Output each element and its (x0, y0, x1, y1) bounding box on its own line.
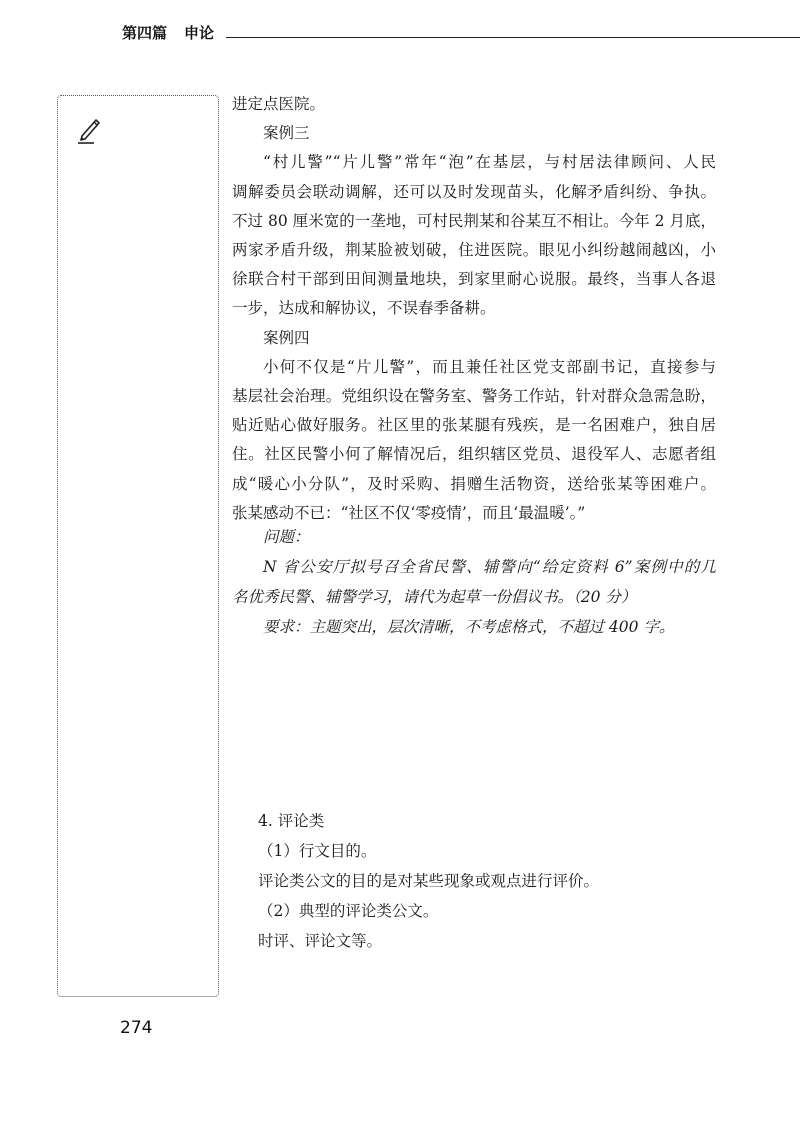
section-heading: 4. 评论类 (258, 812, 325, 830)
text-line: 基层社会治理。党组织设在警务室、警务工作站，针对群众急需急盼， (232, 387, 716, 406)
section-subheading: （2）典型的评论类公文。 (258, 902, 439, 920)
page-number: 274 (120, 1018, 153, 1038)
text-line: 住。社区民警小何了解情况后，组织辖区党员、退役军人、志愿者组 (232, 445, 716, 464)
text-line: 徐联合村干部到田间测量地块，到家里耐心说服。最终，当事人各退 (232, 270, 716, 289)
requirement-line: 要求：主题突出，层次清晰，不考虑格式，不超过 400 字。 (263, 618, 675, 636)
commentary-section (258, 806, 718, 956)
text-line: “村儿警”“片儿警”常年“泡”在基层，与村居法律顾问、人民 (263, 153, 716, 172)
section-text: 时评、评论文等。 (258, 932, 383, 950)
running-header (122, 22, 722, 52)
text-line: 贴近贴心做好服务。社区里的张某腿有残疾，是一名困难户，独自居 (232, 416, 716, 435)
text-line: 进定点医院。 (232, 95, 326, 113)
pencil-icon (74, 114, 104, 144)
text-line: 不过 80 厘米宽的一垄地，可村民荆某和谷某互不相让。今年 2 月底， (232, 211, 716, 230)
header-part-label: 第四篇 (122, 24, 168, 42)
question-line: N 省公安厅拟号召全省民警、辅警向“给定资料 6”案例中的几 (263, 558, 716, 576)
text-line: 小何不仅是“片儿警”，而且兼任社区党支部副书记，直接参与 (263, 357, 716, 376)
text-line: 一步，达成和解协议，不误春季备耕。 (232, 299, 496, 318)
header-title: 申论 (184, 24, 215, 42)
text-line: 成“暖心小分队”，及时采购、捐赠生活物资，送给张某等困难户。 (232, 474, 716, 493)
text-line: 张某感动不已：“社区不仅‘零疫情’，而且‘最温暖’。” (232, 503, 586, 522)
question-label: 问题： (263, 528, 310, 546)
section-subheading: （1）行文目的。 (258, 842, 377, 860)
header-rule (226, 37, 800, 38)
text-line: 两家矛盾升级，荆某脸被划破，住进医院。眼见小纠纷越闹越凶，小 (232, 241, 716, 260)
notes-margin-box (57, 95, 219, 997)
section-text: 评论类公文的目的是对某些现象或观点进行评价。 (258, 872, 600, 890)
case-text (232, 90, 716, 528)
question-line: 名优秀民警、辅警学习，请代为起草一份倡议书。（20 分） (232, 588, 637, 606)
case-heading: 案例四 (263, 328, 310, 347)
question-block (232, 522, 716, 642)
case-heading: 案例三 (263, 124, 310, 143)
text-line: 调解委员会联动调解，还可以及时发现苗头，化解矛盾纠纷、争执。 (232, 182, 716, 201)
